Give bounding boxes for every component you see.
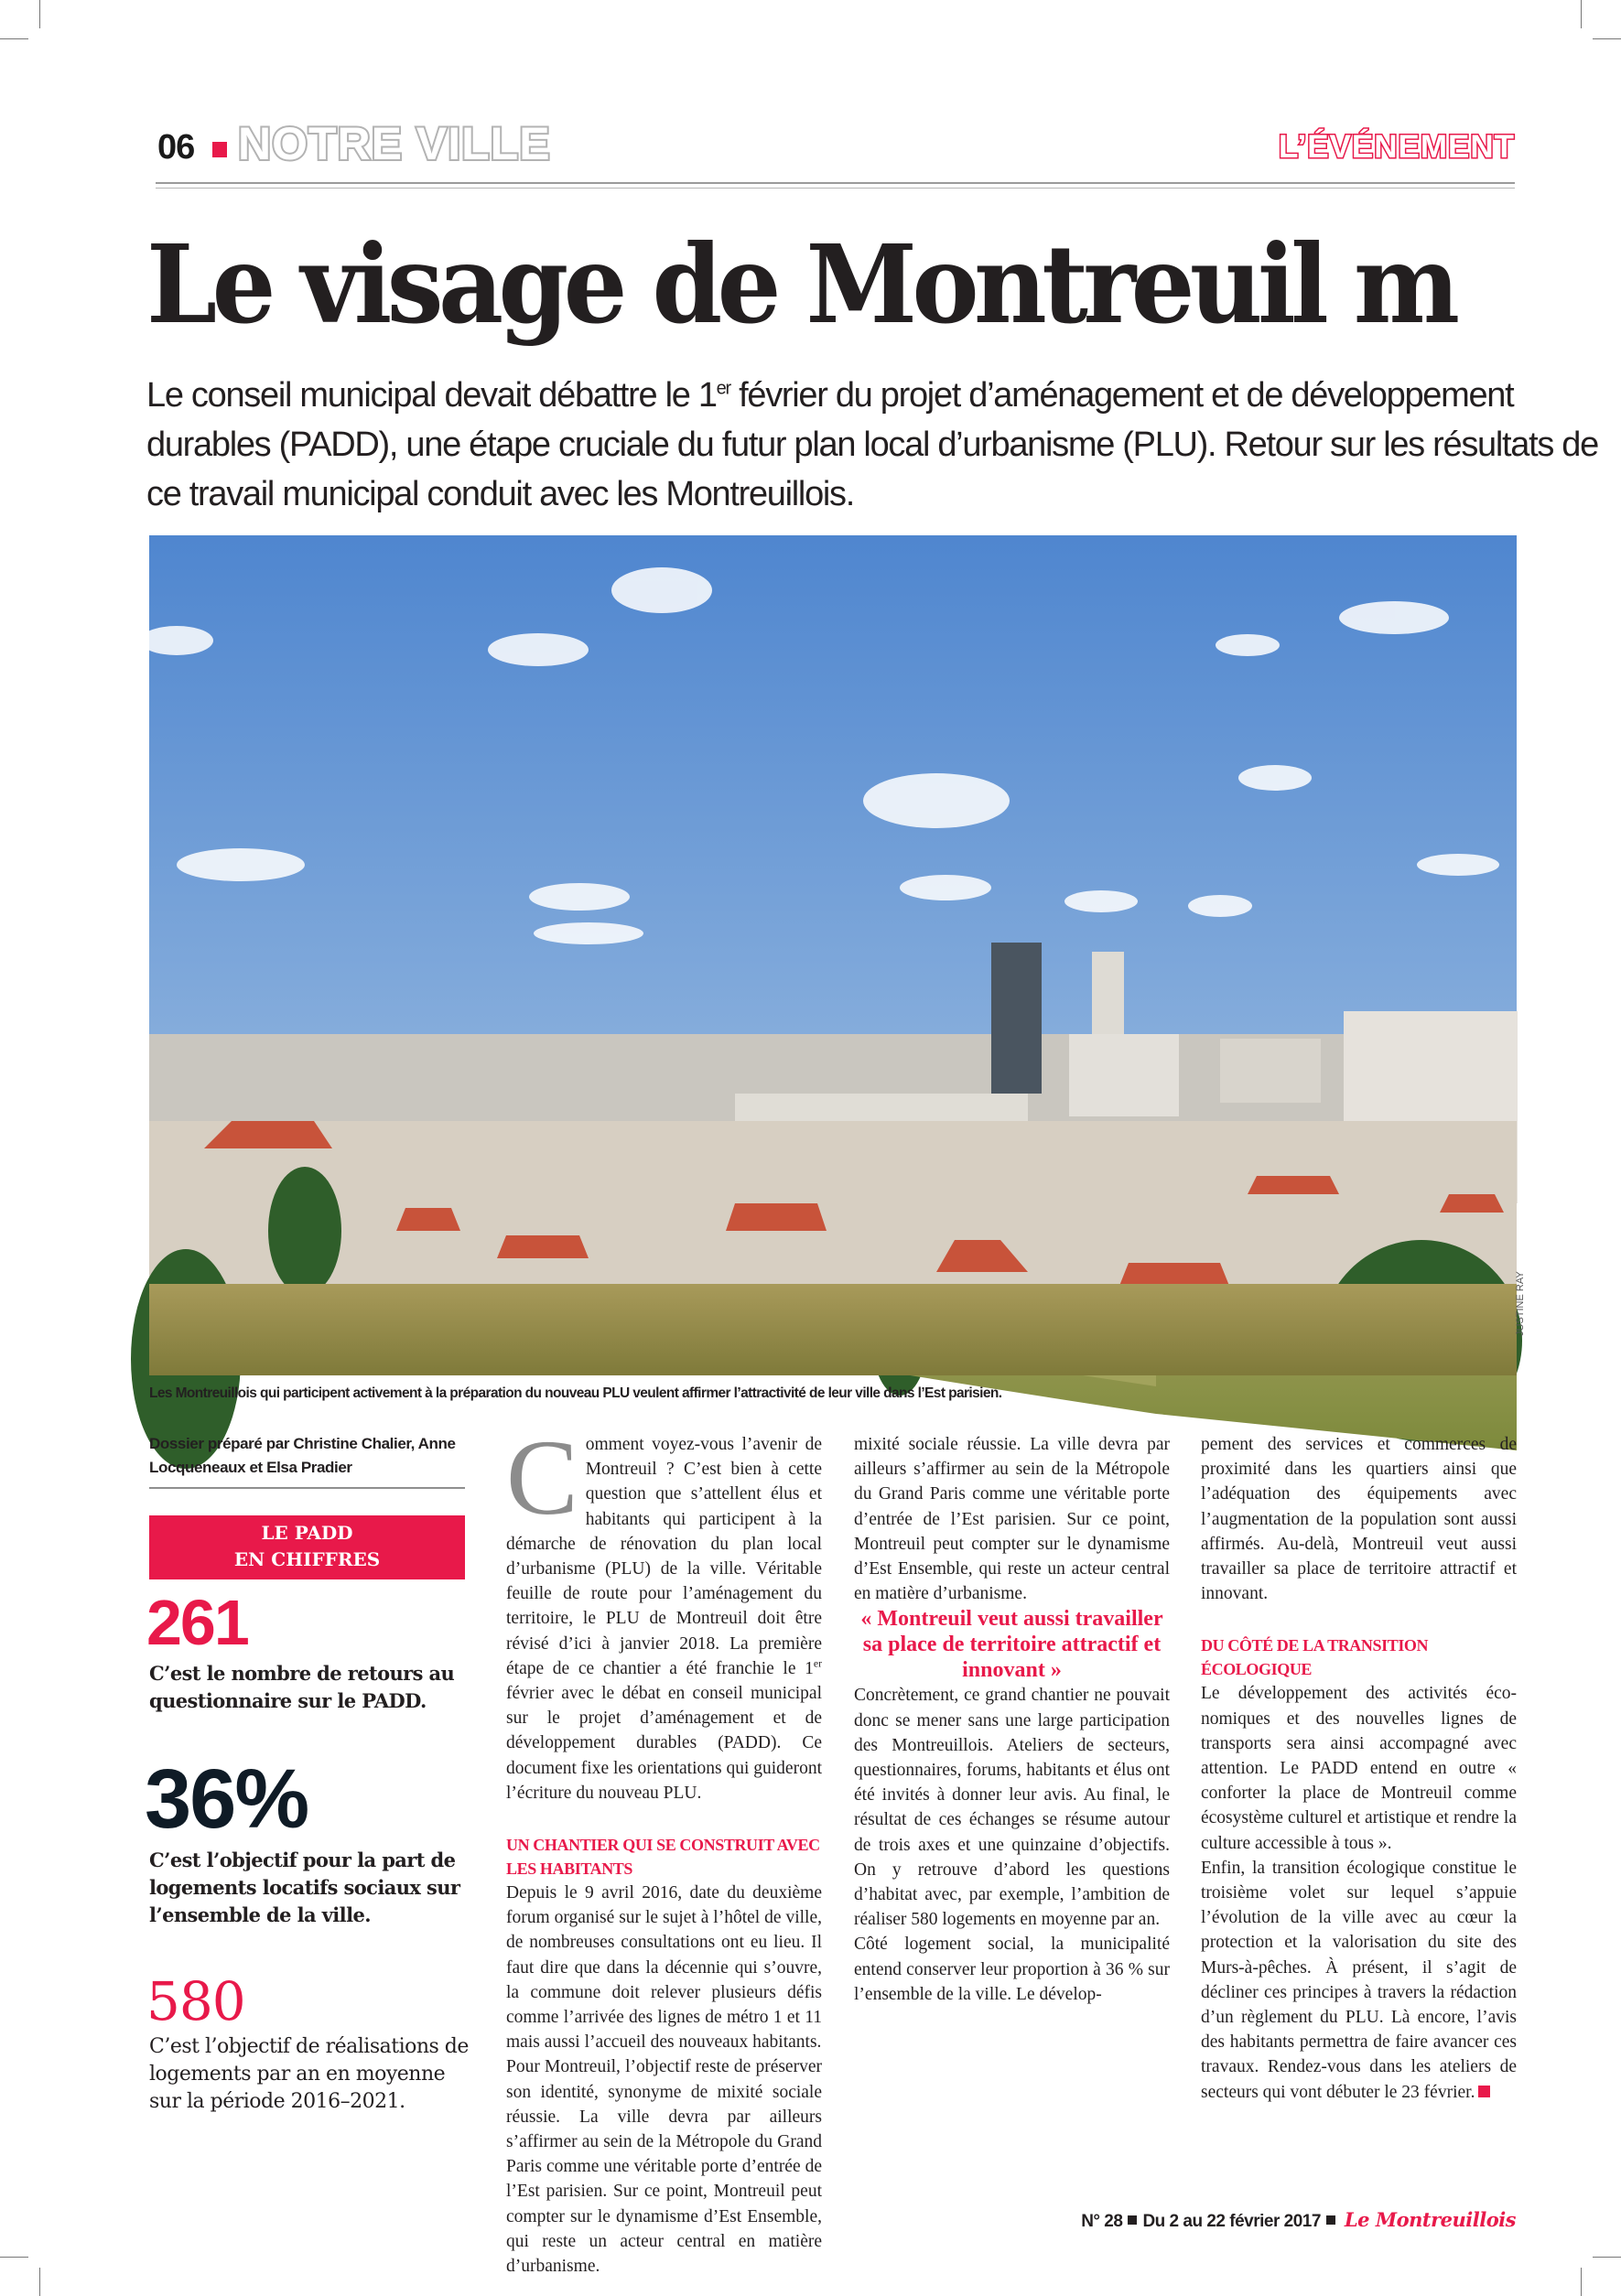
byline-rule — [149, 1487, 465, 1489]
pull-quote: « Montreuil veut aussi travailler sa place de territoire attractif et innovant » — [860, 1607, 1163, 1683]
paragraph-text: omment voyez-vous l’avenir de Montreuil ? C’est bien à cette question que s’attellent élus et habitants qui participent à la démarche de rénovation du plan local d’urbanisme (PLU) de la ville. Véritable feuille de route pour l’aménagement du territoire, le PLU de Montreuil doit être révisé d’ici à janvier 2018. La première étape de ce chantier a été franchie le 1 — [506, 1435, 822, 1678]
crop-mark — [1581, 2268, 1582, 2296]
header-square-icon — [212, 142, 227, 157]
lede-text: Le conseil municipal devait débattre le 1 — [146, 376, 717, 415]
issue-number: N° 28 — [1081, 2212, 1123, 2231]
article-paragraph — [506, 1417, 822, 1806]
crop-mark — [39, 2268, 40, 2296]
subheading: UN CHANTIER QUI SE CONSTRUIT AVEC LES HABITANTS — [506, 1836, 820, 1879]
stat-value: 261 — [146, 1587, 248, 1658]
section-title: NOTRE VILLE — [238, 118, 551, 169]
article-paragraph: Pour Montreuil, l’objectif reste de préserver son identité, synonyme de mixité sociale réussie. La ville devra par ailleurs s’affirmer au sein de la Métropole du Grand Paris comme une véritable porte d’entrée de l’Est parisien. Sur ce point, Montreuil peut compter sur le dynamisme d’Est Ensemble, qui reste un acteur central en matière d’urbanisme. — [506, 2057, 822, 2277]
header-rule — [156, 182, 1515, 184]
crop-mark — [0, 38, 28, 39]
article-paragraph: Le développement des activités économiques et des nouvelles lignes de transports sera ainsi accompagné avec attention. Le PADD entend en outre « conforter la place de Montreuil comme écosystème culturel et artistique et rendre la culture accessible à tous ». — [1201, 1684, 1517, 1853]
page-footer — [1081, 2208, 1516, 2232]
article-column — [1201, 1432, 1517, 2105]
article-paragraph: Côté logement social, la municipalité entend conserver leur proportion à 36 % sur l’ensemble de la ville. Le dévelop- — [854, 1935, 1170, 2004]
end-square-icon — [1478, 2086, 1490, 2097]
crop-mark — [0, 2257, 28, 2258]
stat-value: 580 — [146, 1970, 245, 2032]
page-number: 06 — [157, 128, 195, 167]
byline: Dossier préparé par Christine Chalier, Anne Locqueneaux et Elsa Pradier — [149, 1435, 456, 1476]
article-paragraph: pement des services et commerces de proximité dans les quartiers ainsi que l’adéquation des équipements avec l’augmentation de la population sont aussi affirmés. Au-delà, Montreuil veut aussi travailler sa place de territoire attractif et innovant. — [1201, 1435, 1517, 1604]
stat-text: C’est l’objectif pour la part de logements locatifs sociaux sur l’ensemble de la ville. — [149, 1849, 460, 1926]
hero-photo — [149, 535, 1517, 1375]
padd-box-line: EN CHIFFRES — [233, 1548, 381, 1570]
stat-text: C’est l’objectif de réalisations de logements par an en moyenne sur la période 2016–2021. — [149, 2035, 469, 2113]
crop-mark — [39, 0, 40, 28]
article-column — [854, 1432, 1170, 2007]
photo-credit: JUSTINE RAY — [1515, 1271, 1526, 1336]
crop-mark — [1581, 0, 1582, 28]
subheading: DU CÔTÉ DE LA TRANSITION ÉCOLOGIQUE — [1201, 1636, 1429, 1679]
header-rule — [156, 188, 1515, 189]
drop-cap: C — [506, 1417, 578, 1537]
stat-value: 36% — [145, 1752, 308, 1846]
publication-name: Le Montreuillois — [1344, 2208, 1516, 2231]
lede-text: février du projet d’aménagement et de développement durables (PADD), une étape cruciale du futur plan local d’urbanisme (PLU). Retour sur les résultats de ce travail municipal conduit avec les Montreuillois. — [146, 376, 1598, 513]
crop-mark — [1593, 38, 1621, 39]
superscript: er — [813, 1657, 822, 1670]
park-cityscape-image — [149, 535, 1517, 1375]
lede — [146, 371, 1620, 519]
lede-superscript: er — [716, 378, 730, 399]
padd-box-line: LE PADD — [261, 1522, 353, 1544]
article-paragraph — [1201, 1856, 1517, 2105]
article-paragraph: Concrètement, ce grand chantier ne pouvait donc se mener sans une large participation des Montreuillois. Ateliers de secteurs, questionnaires, forums, habitants et élus ont été invités à donner leur avis. Au final, le résultat de ces échanges se résume autour de trois axes et une quinzaine d’objectifs. On y retrouve d’abord les questions d’habitat avec, par exemple, l’ambition de réaliser 580 logements en moyenne par an. — [854, 1686, 1170, 1930]
paragraph-text: Enfin, la transition écologique constitue le troisième volet sur lequel s’appuie l’évolution de la ville avec au cœur la protection et la valorisation du site des Murs-à-pêches. À présent, il s’agit de décliner ces principes à travers la rédaction d’un règlement du PLU. Là encore, l’avis des habitants permettra de faire avancer ces travaux. Rendez-vous dans les ateliers de secteurs qui vont débuter le 23 février. — [1201, 1858, 1517, 2102]
stat-text: C’est le nombre de retours au questionnaire sur le PADD. — [149, 1662, 455, 1712]
paragraph-text: février avec le débat en conseil municipal sur le projet d’aménagement et de développement durables (PADD). Ce document fixe les orientations qui guideront l’écriture du nouveau PLU. — [506, 1684, 822, 1803]
rubric-title: L’ÉVÉNEMENT — [1279, 129, 1515, 165]
crop-mark — [1593, 2257, 1621, 2258]
padd-figures-box — [149, 1515, 465, 1579]
photo-caption: Les Montreuillois qui participent activement à la préparation du nouveau PLU veulent affirmer l’attractivité de leur ville dans l’Est parisien. — [149, 1385, 1002, 1401]
issue-dates: Du 2 au 22 février 2017 — [1142, 2212, 1321, 2231]
article-paragraph: mixité sociale réussie. La ville devra par ailleurs s’affirmer au sein de la Métropole du Grand Paris comme une véritable porte d’entrée de l’Est parisien. Sur ce point, Montreuil peut compter sur le dynamisme d’Est Ensemble, qui reste un acteur central en matière d’urbanisme. — [854, 1435, 1170, 1604]
separator-square-icon — [1326, 2215, 1335, 2225]
headline: Le visage de Montreuil m — [146, 221, 1455, 348]
article-paragraph: Depuis le 9 avril 2016, date du deuxième forum organisé sur le sujet à l’hôtel de ville, de nombreuses consultations ont eu lieu. Il faut dire que dans la décennie qui s’ouvre, la commune doit relever plusieurs défis comme l’arrivée des lignes de métro 1 et 11 mais aussi l’accueil des nouveaux habitants. — [506, 1883, 822, 2053]
separator-square-icon — [1128, 2215, 1137, 2225]
article-column — [506, 1417, 822, 2277]
